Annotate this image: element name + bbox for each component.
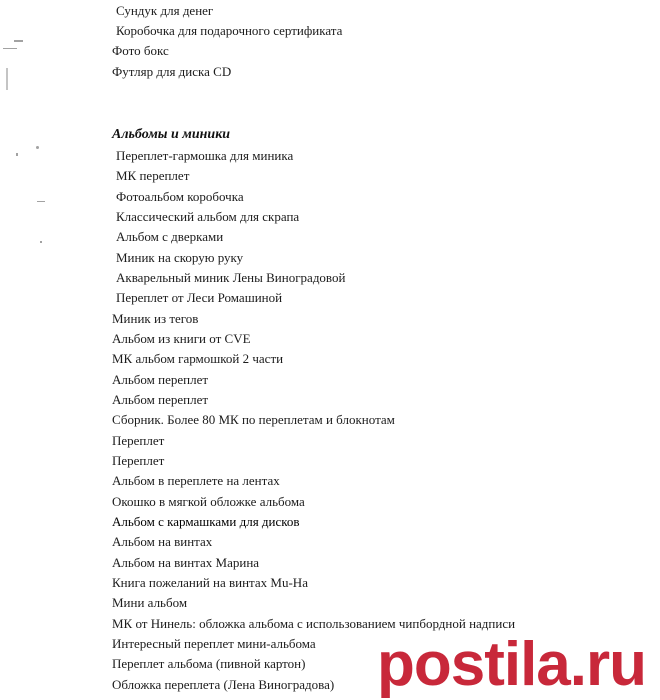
list-item: Альбом в переплете на лентах [112,473,280,488]
scan-artifact [36,146,39,149]
list-item: Интересный переплет мини-альбома [112,636,316,651]
list-item: Переплет [112,433,165,448]
list-item: Фото бокс [112,43,169,58]
scan-artifact [40,241,42,243]
list-item: Классический альбом для скрапа [116,209,300,224]
list-item: Переплет-гармошка для миника [116,148,294,163]
list-item: Альбом переплет [112,392,209,407]
section-heading: Альбомы и миники [112,127,231,142]
watermark-logo: postila.ru [376,630,646,699]
list-item: Переплет [112,453,165,468]
list-item: Переплет от Леси Ромашиной [116,290,283,305]
list-item: Миник на скорую руку [116,250,244,265]
list-item: Альбом на винтах Марина [112,555,260,570]
list-item: Обложка переплета (Лена Виноградова) [112,677,335,692]
list-item: Миник из тегов [112,311,199,326]
list-item: МК альбом гармошкой 2 части [112,351,284,366]
list-item: МК переплет [116,168,190,183]
list-item: Мини альбом [112,595,188,610]
list-item: Альбом с кармашками для дисков [112,514,300,529]
list-item: Сундук для денег [116,3,214,18]
list-item: Альбом на винтах [112,534,213,549]
scan-artifact [6,68,8,90]
list-item: Переплет альбома (пивной картон) [112,656,306,671]
list-item: Альбом с дверками [116,229,224,244]
list-item: Книга пожеланий на винтах Mu-Ha [112,575,308,590]
scan-artifact [3,48,17,49]
list-item: Альбом переплет [112,372,209,387]
list-item: Окошко в мягкой обложке альбома [112,494,305,509]
list-item: Коробочка для подарочного сертификата [116,23,343,38]
list-item: Акварельный миник Лены Виноградовой [116,270,346,285]
list-item: МК от Нинель: обложка альбома с использованием чипбордной надписи [112,616,516,631]
scan-artifact [14,40,23,42]
list-item: Сборник. Более 80 МК по переплетам и блокнотам [112,412,395,427]
scan-artifact [16,153,18,156]
list-item: Альбом из книги от CVE [112,331,251,346]
list-item: Футляр для диска CD [112,64,232,79]
list-item: Фотоальбом коробочка [116,189,244,204]
scan-artifact [37,201,45,202]
